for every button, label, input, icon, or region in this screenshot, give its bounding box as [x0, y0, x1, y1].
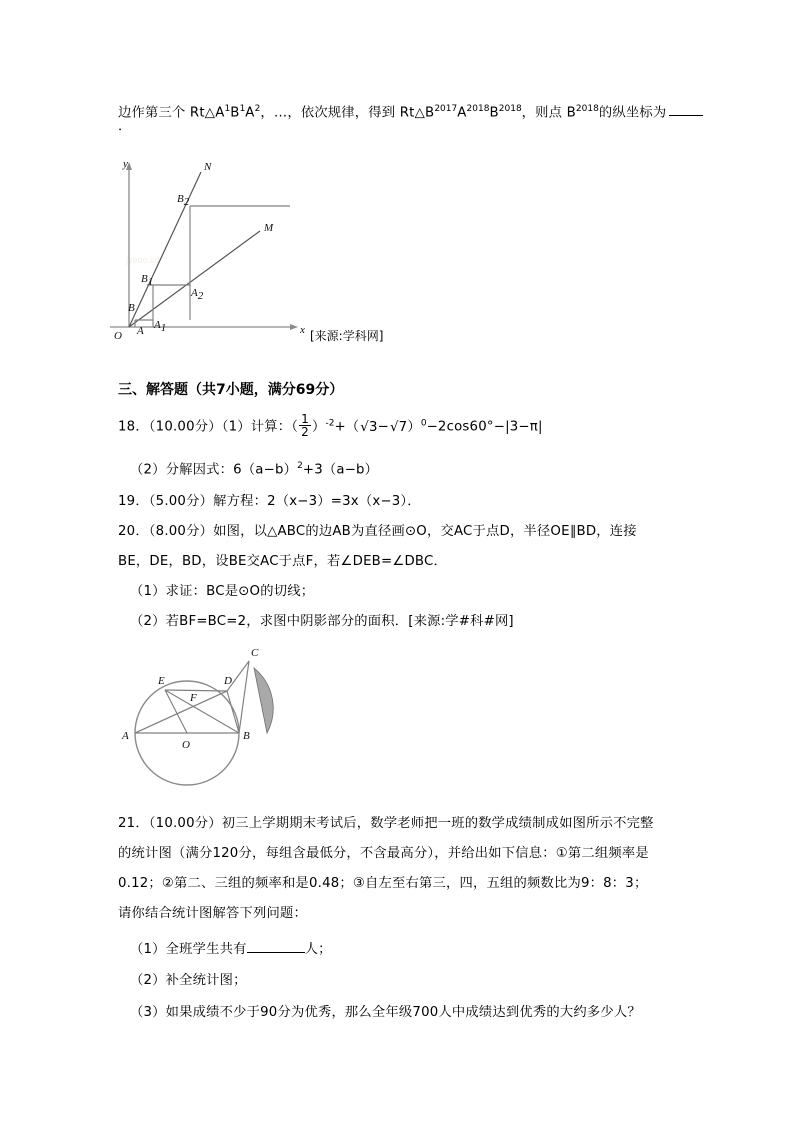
label-ray-M: M	[264, 222, 274, 234]
q18-part1-label: （1）计算：	[221, 419, 292, 435]
top-question-sub-5: 2018	[466, 104, 490, 114]
q18-exponent-0: 0	[420, 418, 427, 429]
question-21-line-4: 请你结合统计图解答下列问题：	[118, 906, 307, 921]
top-question-sub-6: 2018	[498, 104, 522, 114]
label-circle-A: A	[122, 730, 129, 742]
q18-minus1: −	[377, 419, 389, 435]
q18-plus: +（	[334, 419, 360, 435]
label-circle-E: E	[158, 675, 165, 687]
q18-abs-term: −|3−π|	[493, 419, 543, 435]
top-question-seg-h: 的纵坐标为	[598, 105, 667, 121]
top-question-seg-c: A	[245, 105, 255, 121]
label-A1: A1	[154, 319, 167, 334]
q20-text-line1: 如图，以△ABC的边AB为直径画⊙O，交AC于点D，半径OE∥BD，连接	[213, 524, 637, 539]
label-circle-D: D	[224, 675, 232, 687]
question-18-line-1	[118, 414, 543, 439]
label-circle-C: C	[251, 647, 259, 659]
q18-score: （10.00分）	[148, 419, 222, 435]
label-B: B	[128, 302, 135, 314]
label-B2: B2	[177, 193, 190, 208]
label-A2: A2	[191, 287, 204, 302]
top-question-line-1	[118, 100, 703, 122]
top-question-sub-4: 2017	[434, 104, 458, 114]
top-question-seg-b: B	[230, 105, 240, 121]
top-question-seg-a: 边作第三个 Rt△A	[118, 105, 225, 121]
fraction-numerator: 1	[301, 412, 309, 426]
question-19-line	[118, 493, 421, 511]
top-question-seg-e: A	[457, 105, 467, 121]
label-circle-B: B	[243, 730, 250, 742]
q18-part2-rest: +3（a−b）	[302, 462, 379, 478]
seg-E-D	[165, 690, 227, 691]
q20-source-tag: [来源:学#科#网]	[408, 614, 514, 629]
figure-circle-diagram	[112, 638, 322, 808]
question-21-sub-3: （3）如果成绩不少于90分为优秀，那么全年级700人中成绩达到优秀的大约多少人？	[130, 1005, 641, 1020]
top-question-seg-f: B	[489, 105, 499, 121]
top-question-sub-3: 2	[254, 104, 261, 114]
question-20-sub-2	[130, 613, 514, 631]
q18-paren-open: （	[291, 419, 299, 435]
label-origin: O	[114, 330, 122, 342]
q18-paren-close: ）	[311, 419, 326, 435]
label-ray-N: N	[204, 161, 212, 173]
answer-blank-q21[interactable]	[247, 940, 305, 953]
q18-number: 18．	[118, 419, 149, 435]
q21-number: 21．	[118, 816, 149, 831]
label-circle-F: F	[190, 692, 197, 704]
q21-text-line1: 初三上学期期末考试后，数学老师把一班的数学成绩制成如图所示不完整	[221, 816, 654, 831]
top-question-seg-d: ，…，依次规律，得到 Rt△B	[260, 105, 435, 121]
question-21-line-2: 的统计图（满分120分，每组含最低分，不含最高分），并给出如下信息：①第二组频率是	[118, 846, 649, 861]
q18-part2-text: （2）分解因式：6（a−b）	[130, 462, 298, 478]
q18-sqrt-3: √3	[360, 419, 378, 435]
answer-blank-top[interactable]	[669, 103, 703, 116]
q21-sub1-prefix: （1）全班学生共有	[130, 942, 247, 957]
label-B1: B1	[141, 273, 154, 288]
question-20-sub-1: （1）求证：BC是⊙O的切线；	[130, 584, 315, 599]
top-question-sub-1: 1	[224, 104, 231, 114]
source-tag-coordinate-figure: [来源:学科网]	[310, 329, 384, 343]
q20-number: 20．	[118, 524, 149, 539]
q21-score: （10.00分）	[148, 816, 222, 831]
figure-coordinate-diagram	[108, 155, 358, 340]
question-21-sub-1	[130, 940, 332, 959]
question-18-line-2	[130, 457, 378, 479]
label-x-axis: x	[300, 324, 305, 336]
label-A: A	[137, 325, 144, 337]
label-circle-O: O	[182, 739, 190, 751]
coordinate-diagram-svg	[108, 155, 358, 340]
top-question-sub-2: 1	[239, 104, 246, 114]
q20-sub2-text: （2）若BF=BC=2，求图中阴影部分的面积．	[130, 614, 409, 629]
x-axis-arrow	[290, 324, 298, 330]
q19-score: （5.00分）	[148, 494, 214, 509]
question-21-line-1	[118, 815, 654, 833]
q18-cos-term: −2cos60°	[426, 419, 494, 435]
q19-text: 解方程：2（x−3）=3x（x−3）．	[213, 494, 421, 509]
circle-diagram-svg	[112, 638, 322, 808]
q18-exponent-neg2: -2	[325, 418, 335, 429]
question-21-line-3: 0.12；②第二、三组的频率和是0.48；③自左至右第三，四，五组的频数比为9：8：3；	[118, 876, 648, 891]
q18-sqrt-3-value: 3	[368, 419, 378, 435]
question-20-line-1	[118, 523, 637, 541]
q18-fraction-one-half	[299, 413, 311, 438]
q18-sqrt-7-value: 7	[398, 419, 408, 435]
top-question-sub-7: 2018	[575, 104, 599, 114]
q18-part2-exponent: 2	[297, 461, 303, 471]
label-y-axis: y	[123, 158, 128, 170]
q18-paren-close-2: ）	[407, 419, 421, 435]
fraction-denominator: 2	[301, 425, 309, 440]
watermark-text: jyeoo.co	[126, 255, 160, 265]
section-heading: 三、解答题（共7小题，满分69分）	[118, 382, 344, 398]
top-question-line-2: ．	[118, 119, 132, 134]
question-20-line-2: BE，DE，BD，设BE交AC于点F，若∠DEB=∠DBC．	[118, 554, 447, 569]
question-21-sub-2: （2）补全统计图；	[130, 973, 247, 988]
q18-sqrt-7: √7	[389, 419, 408, 435]
q21-sub1-suffix: 人；	[304, 942, 332, 957]
shaded-segment-DB	[254, 668, 273, 733]
q20-score: （8.00分）	[148, 524, 214, 539]
top-question-seg-g: ，则点 B	[521, 105, 576, 121]
q19-number: 19．	[118, 494, 149, 509]
